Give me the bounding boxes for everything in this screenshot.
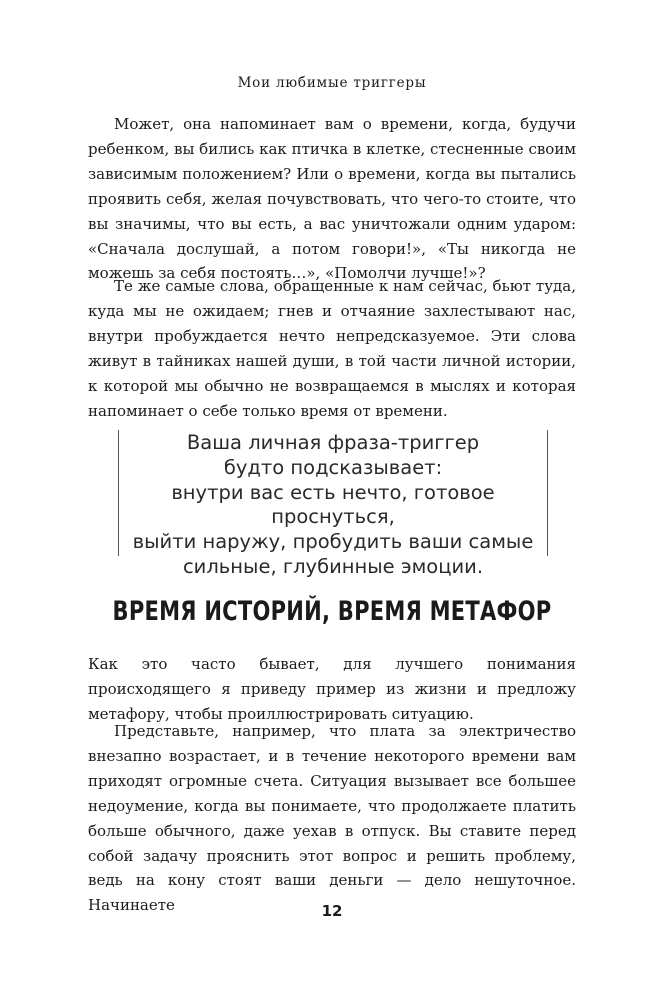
body-paragraph: Может, она напоминает вам о времени, когда, будучи ребенком, вы бились как птичка в клетке, стесненные своим зависимым положением? Или о времени, когда вы пытались проявить себя, желая почувствовать, что чего-то стоите, что вы значимы, что вы есть, а вас уничтожали одним ударом: «Сначала дослушай, а потом говори!», «Ты никогда не можешь за себя постоять…», «Помолчи лучше!»? xyxy=(88,115,576,283)
pullquote-text: Ваша личная фраза-триггер будто подсказывает: внутри вас есть нечто, готовое проснуться, выйти наружу, пробудить ваши самые сильные, глубинные эмоции. xyxy=(132,431,534,578)
pullquote-box xyxy=(118,430,548,578)
body-paragraph: Те же самые слова, обращенные к нам сейчас, бьют туда, куда мы не ожидаем; гнев и отчаяние захлестывают нас, внутри пробуждается нечто непредсказуемое. Эти слова живут в тайниках нашей души, в той части личной истории, к которой мы обычно не возвращаемся в мыслях и которая напоминает о себе только время от времени. xyxy=(88,277,576,420)
running-head: Мои любимые триггеры xyxy=(237,75,427,91)
section-heading: ВРЕМЯ ИСТОРИЙ, ВРЕМЯ МЕТАФОР xyxy=(112,596,552,627)
page-number: 12 xyxy=(321,902,343,920)
body-paragraph: Как это часто бывает, для лучшего понимания происходящего я приведу пример из жизни и предложу метафору, чтобы проиллюстрировать ситуацию. xyxy=(88,655,576,723)
body-paragraph: Представьте, например, что плата за электричество внезапно возрастает, и в течение некоторого времени вам приходят огромные счета. Ситуация вызывает все большее недоумение, когда вы понимаете, что продолжаете платить больше обычного, даже уехав в отпуск. Вы ставите перед собой задачу прояснить этот вопрос и решить проблему, ведь на кону стоят ваши деньги — дело нешуточное. Начинаете xyxy=(88,722,576,915)
